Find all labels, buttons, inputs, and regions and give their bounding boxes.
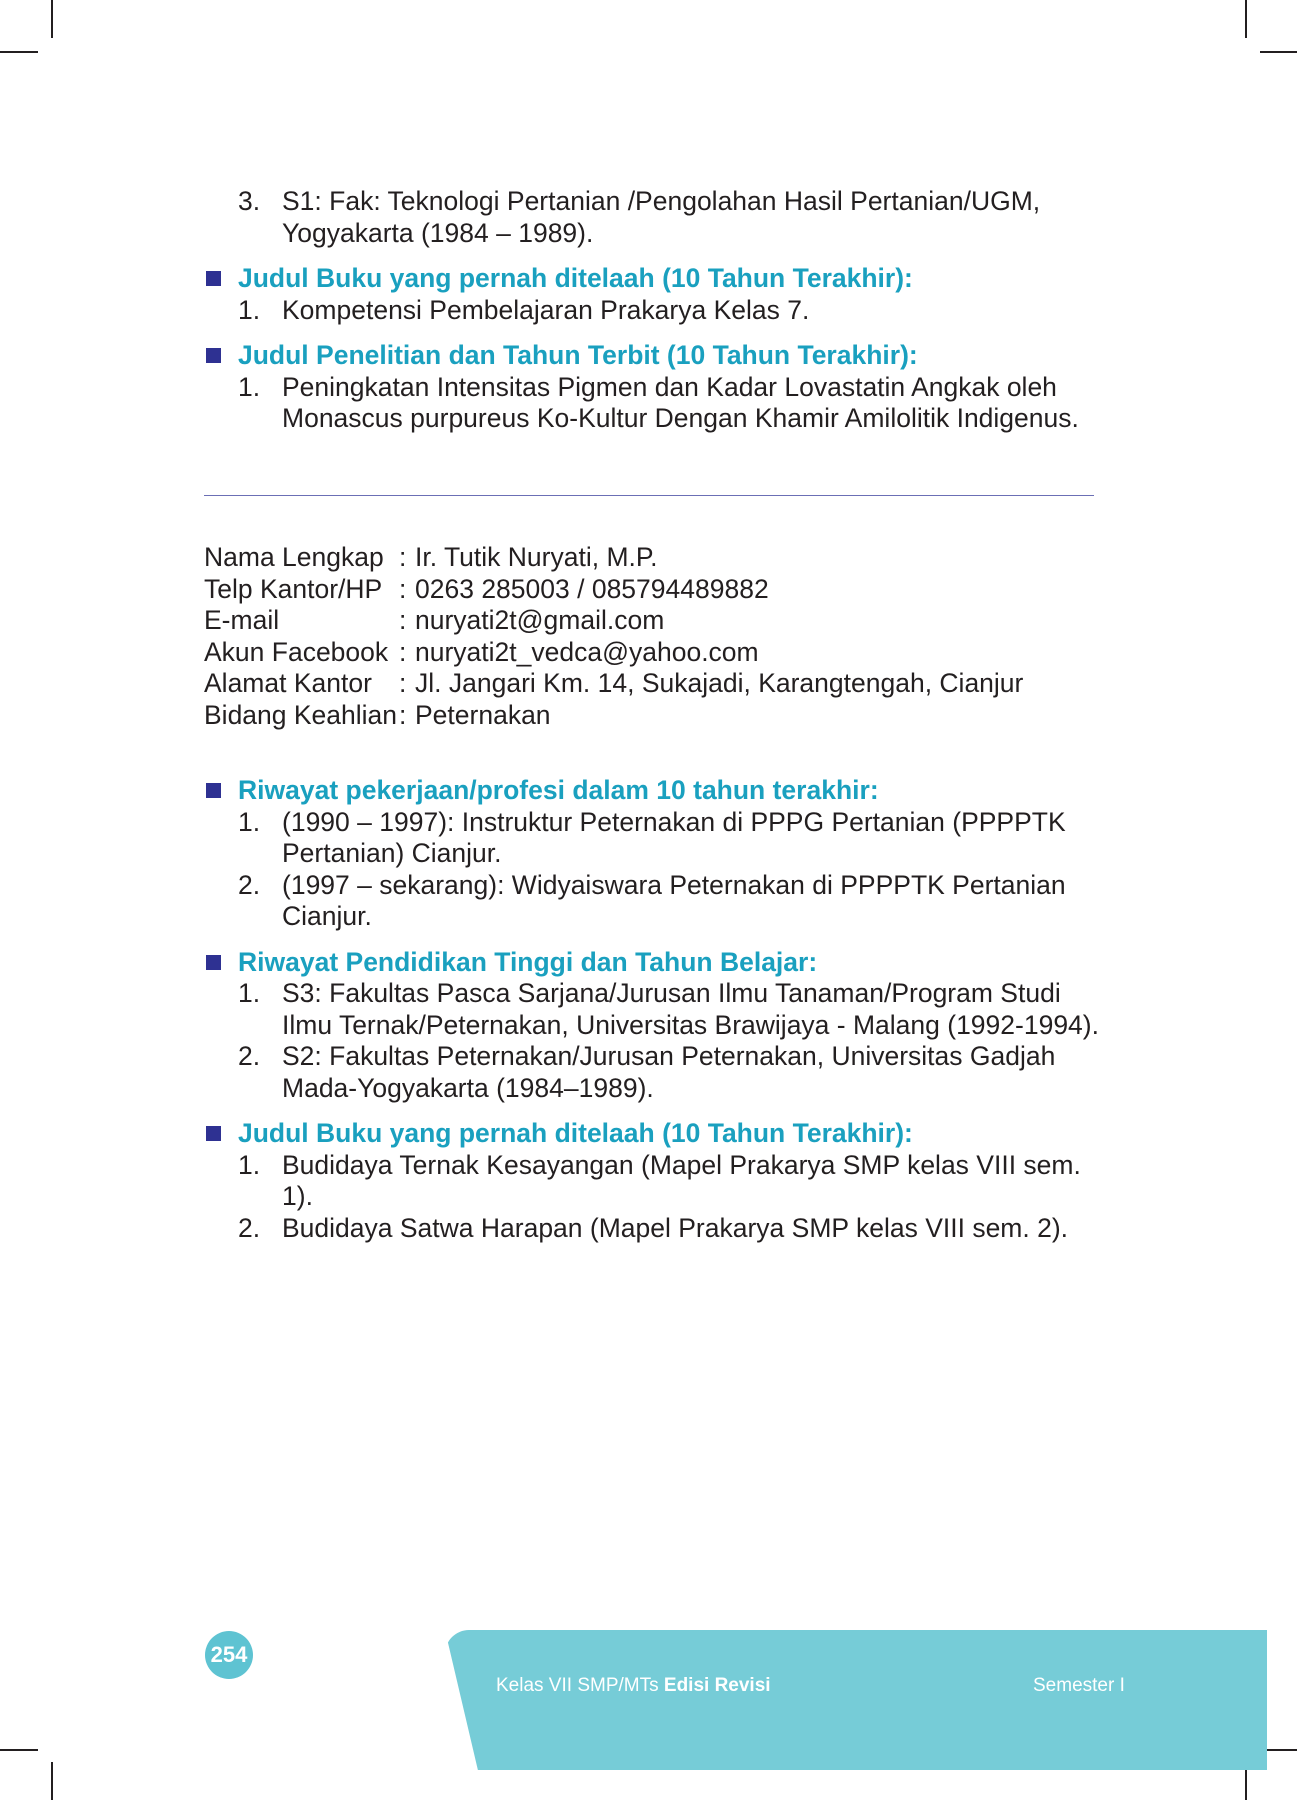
list-item <box>204 870 1104 933</box>
list-item <box>204 295 1104 327</box>
square-bullet-icon <box>206 271 221 286</box>
footer-semester: Semester I <box>1033 1675 1125 1696</box>
list-number: 1. <box>238 978 261 1008</box>
section-heading: Judul Buku yang pernah ditelaah (10 Tahun Terakhir): <box>204 1118 1104 1150</box>
section-heading: Judul Penelitian dan Tahun Terbit (10 Tahun Terakhir): <box>204 340 1104 372</box>
profile-colon: : <box>399 573 407 604</box>
section-divider <box>204 495 1094 496</box>
section-heading: Judul Buku yang pernah ditelaah (10 Tahun Terakhir): <box>204 263 1104 295</box>
list-text: S1: Fak: Teknologi Pertanian /Pengolahan Hasil Pertanian/UGM, Yogyakarta (1984 – 1989). <box>282 186 1041 248</box>
list-item <box>204 978 1104 1041</box>
profile-details-section <box>204 775 1104 1244</box>
list-item <box>204 186 1104 249</box>
page-number: 254 <box>205 1631 253 1679</box>
square-bullet-icon <box>206 1126 221 1141</box>
square-bullet-icon <box>206 955 221 970</box>
list-item <box>204 372 1104 435</box>
crop-mark <box>0 51 38 53</box>
previous-profile-section <box>204 186 1104 435</box>
profile-row <box>204 637 1023 669</box>
profile-info <box>204 542 1023 731</box>
list-number: 1. <box>238 294 261 325</box>
profile-label: Bidang Keahlian <box>204 699 398 730</box>
section-heading: Riwayat Pendidikan Tinggi dan Tahun Belajar: <box>204 947 1104 979</box>
list-number: 2. <box>238 1212 261 1243</box>
list-text: (1990 – 1997): Instruktur Peternakan di PPPG Pertanian (PPPPTK Pertanian) Cianjur. <box>282 806 1066 868</box>
footer-book-title: Kelas VII SMP/MTs Edisi Revisi <box>496 1675 771 1696</box>
list-text: Kompetensi Pembelajaran Prakarya Kelas 7. <box>282 294 810 325</box>
list-number: 2. <box>238 869 261 900</box>
list-text: (1997 – sekarang): Widyaiswara Peternakan di PPPPTK Pertanian Cianjur. <box>282 869 1066 931</box>
profile-label: Akun Facebook <box>204 636 389 667</box>
list-number: 2. <box>238 1041 261 1071</box>
profile-value: nuryati2t_vedca@yahoo.com <box>415 636 759 667</box>
profile-label: E-mail <box>204 605 280 635</box>
profile-label: Alamat Kantor <box>204 668 372 698</box>
list-text: S3: Fakultas Pasca Sarjana/Jurusan Ilmu Tanaman/Program Studi Ilmu Ternak/Peternakan, Universitas Brawijaya - Malang (1992-1994). <box>282 978 1099 1040</box>
crop-mark <box>1260 51 1297 53</box>
profile-value: 0263 285003 / 085794489882 <box>415 573 769 604</box>
profile-value: Ir. Tutik Nuryati, M.P. <box>415 542 658 572</box>
list-number: 3. <box>238 186 261 216</box>
profile-row <box>204 605 1023 637</box>
profile-row <box>204 574 1023 606</box>
profile-value: nuryati2t@gmail.com <box>415 605 665 635</box>
list-item <box>204 1213 1104 1245</box>
list-number: 1. <box>238 371 261 402</box>
list-number: 1. <box>238 806 261 837</box>
crop-mark <box>51 1762 53 1800</box>
profile-value: Peternakan <box>415 699 551 730</box>
crop-mark <box>1245 0 1247 38</box>
list-text: S2: Fakultas Peternakan/Jurusan Peternakan, Universitas Gadjah Mada-Yogyakarta (1984–1989). <box>282 1041 1056 1103</box>
crop-mark <box>51 0 53 38</box>
list-number: 1. <box>238 1149 261 1180</box>
profile-colon: : <box>399 668 407 698</box>
section-heading: Riwayat pekerjaan/profesi dalam 10 tahun terakhir: <box>204 775 1104 807</box>
list-text: Peningkatan Intensitas Pigmen dan Kadar Lovastatin Angkak oleh Monascus purpureus Ko-Kultur Dengan Khamir Amilolitik Indigenus. <box>282 371 1079 433</box>
list-text: Budidaya Satwa Harapan (Mapel Prakarya SMP kelas VIII sem. 2). <box>282 1212 1069 1243</box>
list-item <box>204 1150 1104 1213</box>
list-text: Budidaya Ternak Kesayangan (Mapel Prakarya SMP kelas VIII sem. 1). <box>282 1149 1081 1211</box>
square-bullet-icon <box>206 783 221 798</box>
profile-row <box>204 668 1023 700</box>
profile-value: Jl. Jangari Km. 14, Sukajadi, Karangtengah, Cianjur <box>415 668 1024 698</box>
profile-colon: : <box>399 542 407 572</box>
crop-mark <box>0 1749 38 1751</box>
list-item <box>204 1041 1104 1104</box>
profile-label: Nama Lengkap <box>204 542 384 572</box>
profile-row <box>204 542 1023 574</box>
profile-colon: : <box>399 699 407 730</box>
profile-row <box>204 700 1023 732</box>
profile-colon: : <box>399 605 407 635</box>
list-item <box>204 807 1104 870</box>
profile-colon: : <box>399 636 407 667</box>
profile-label: Telp Kantor/HP <box>204 573 383 604</box>
square-bullet-icon <box>206 348 221 363</box>
footer-band <box>445 1630 1267 1770</box>
